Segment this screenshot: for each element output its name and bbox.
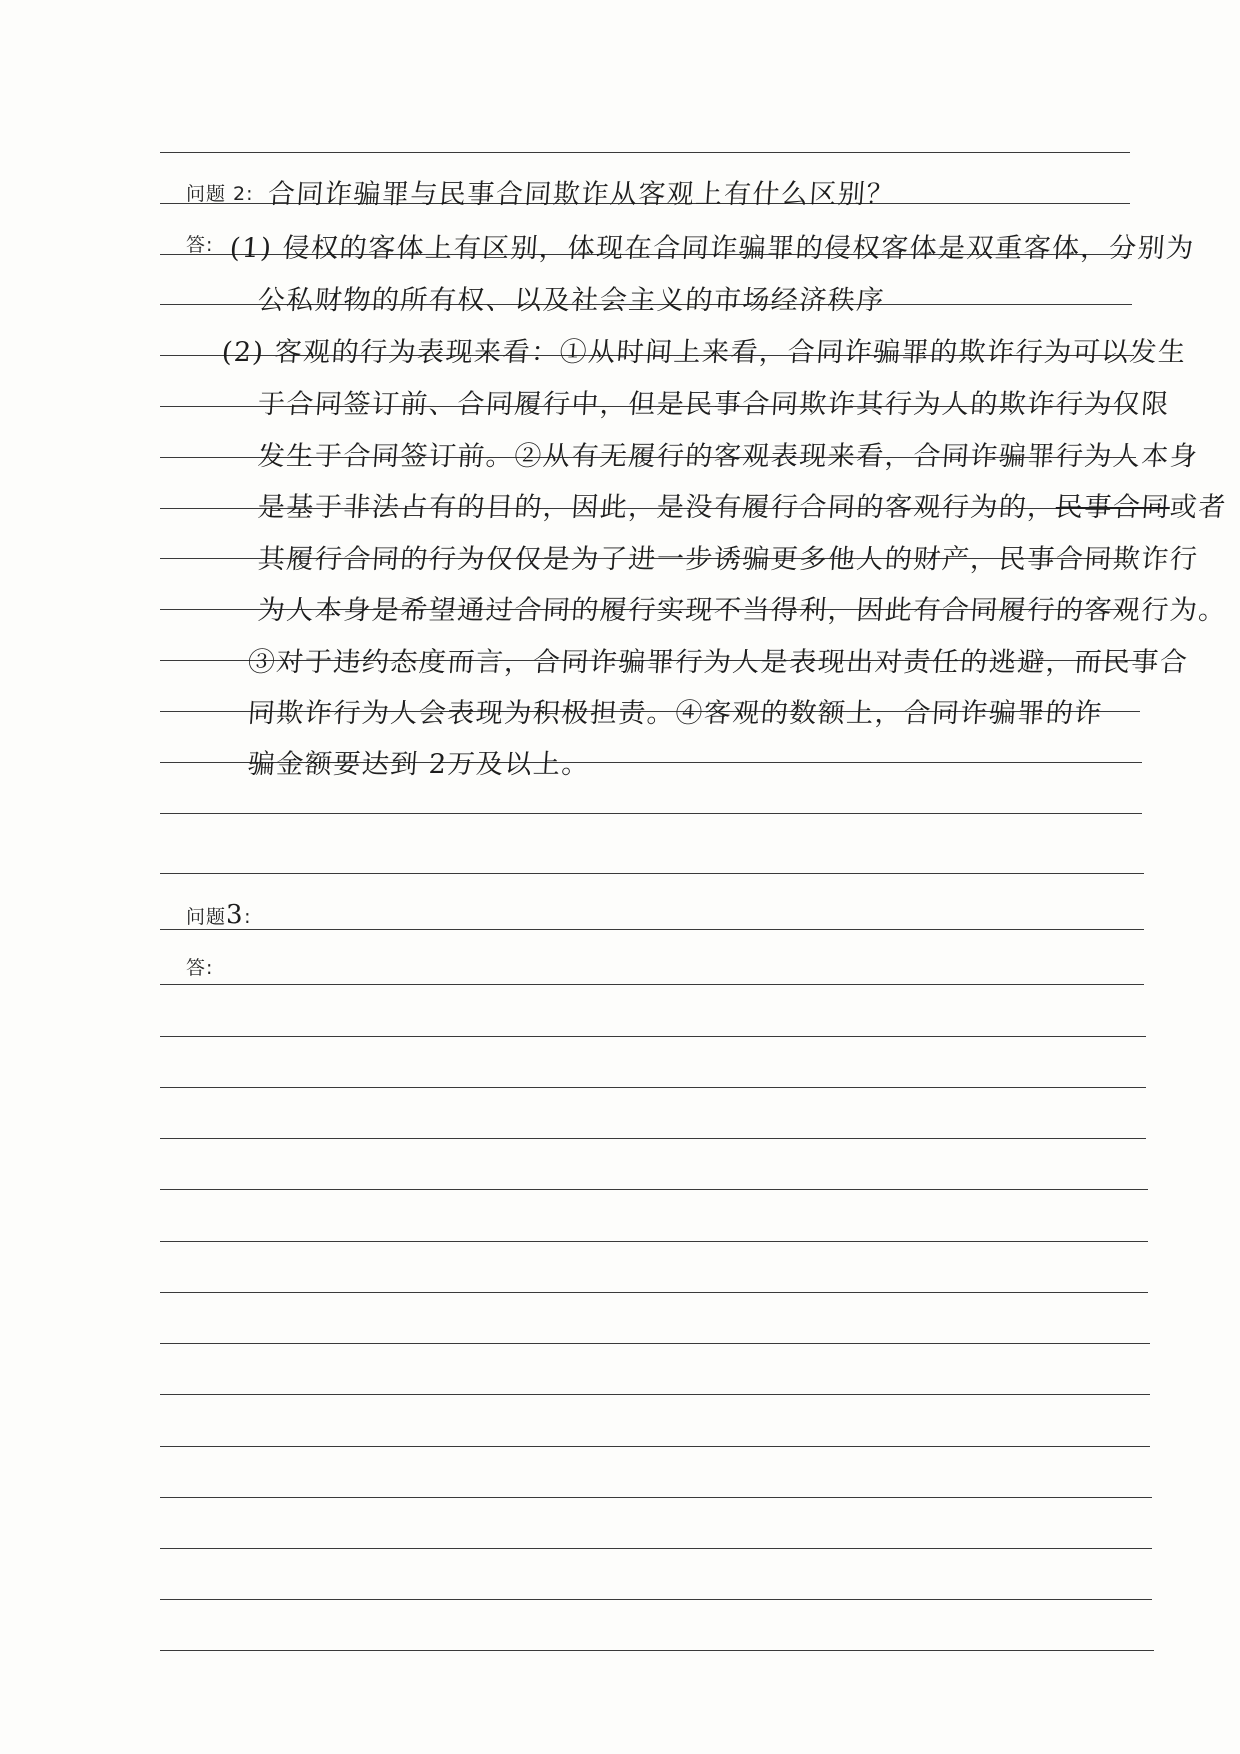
answer-2-line-2: 公私财物的所有权、以及社会主义的市场经济秩序 xyxy=(256,285,886,316)
answer-2-line-4: 于合同签订前、合同履行中，但是民事合同欺诈其行为人的欺诈行为仅限 xyxy=(256,389,1171,420)
answer-2-line-6-tail: 或者 xyxy=(1168,492,1228,523)
ruled-line xyxy=(160,929,1144,930)
question-3-number: 3 xyxy=(226,900,245,930)
ruled-line xyxy=(160,1241,1148,1242)
question-2-text: 合同诈骗罪与民事合同欺诈从客观上有什么区别？ xyxy=(266,179,896,210)
answer-2-line-11: 骗金额要达到 2万及以上。 xyxy=(246,749,592,780)
question-3-prefix: 问题 xyxy=(186,906,227,928)
answer-2-line-6 xyxy=(257,485,1229,524)
answer-2-line-10: 同欺诈行为人会表现为积极担责。④客观的数额上，合同诈骗罪的诈 xyxy=(246,698,1104,729)
ruled-line xyxy=(160,1292,1148,1293)
ruled-line xyxy=(160,1189,1148,1190)
ruled-line xyxy=(160,1650,1154,1651)
ruled-line xyxy=(160,152,1130,153)
struck-text: 民事合同 xyxy=(1054,492,1171,523)
question-3-label xyxy=(186,900,251,930)
answer-2-line-6-text: 是基于非法占有的目的，因此，是没有履行合同的客观行为的， xyxy=(256,492,1057,523)
ruled-line xyxy=(160,1394,1150,1395)
ruled-line xyxy=(160,1036,1146,1037)
answer-2-label: 答: xyxy=(186,234,214,256)
answer-2-line-3: (2) 客观的行为表现来看：①从时间上来看，合同诈骗罪的欺诈行为可以发生 xyxy=(220,337,1188,368)
answer-2-line-9: ③对于违约态度而言，合同诈骗罪行为人是表现出对责任的逃避，而民事合 xyxy=(246,647,1190,678)
ruled-line xyxy=(160,1138,1146,1139)
ruled-line xyxy=(160,1548,1152,1549)
ruled-line xyxy=(160,984,1144,985)
answer-2-line-5: 发生于合同签订前。②从有无履行的客观表现来看，合同诈骗罪行为人本身 xyxy=(256,441,1200,472)
ruled-line xyxy=(160,873,1144,874)
answer-2-line-8: 为人本身是希望通过合同的履行实现不当得利，因此有合同履行的客观行为。 xyxy=(256,595,1228,626)
ruled-line xyxy=(160,1599,1152,1600)
question-2-label: 问题 2: xyxy=(186,183,254,205)
ruled-line xyxy=(160,1446,1150,1447)
answer-2-line-7: 其履行合同的行为仅仅是为了进一步诱骗更多他人的财产，民事合同欺诈行 xyxy=(256,544,1200,575)
ruled-line xyxy=(160,1343,1150,1344)
ruled-line xyxy=(160,1497,1152,1498)
ruled-line xyxy=(160,813,1142,814)
answer-2-line-1: (1) 侵权的客体上有区别，体现在合同诈骗罪的侵权客体是双重客体，分别为 xyxy=(228,233,1196,264)
ruled-line xyxy=(160,1087,1146,1088)
question-3-colon: : xyxy=(244,906,252,928)
answer-3-label: 答: xyxy=(186,957,214,979)
